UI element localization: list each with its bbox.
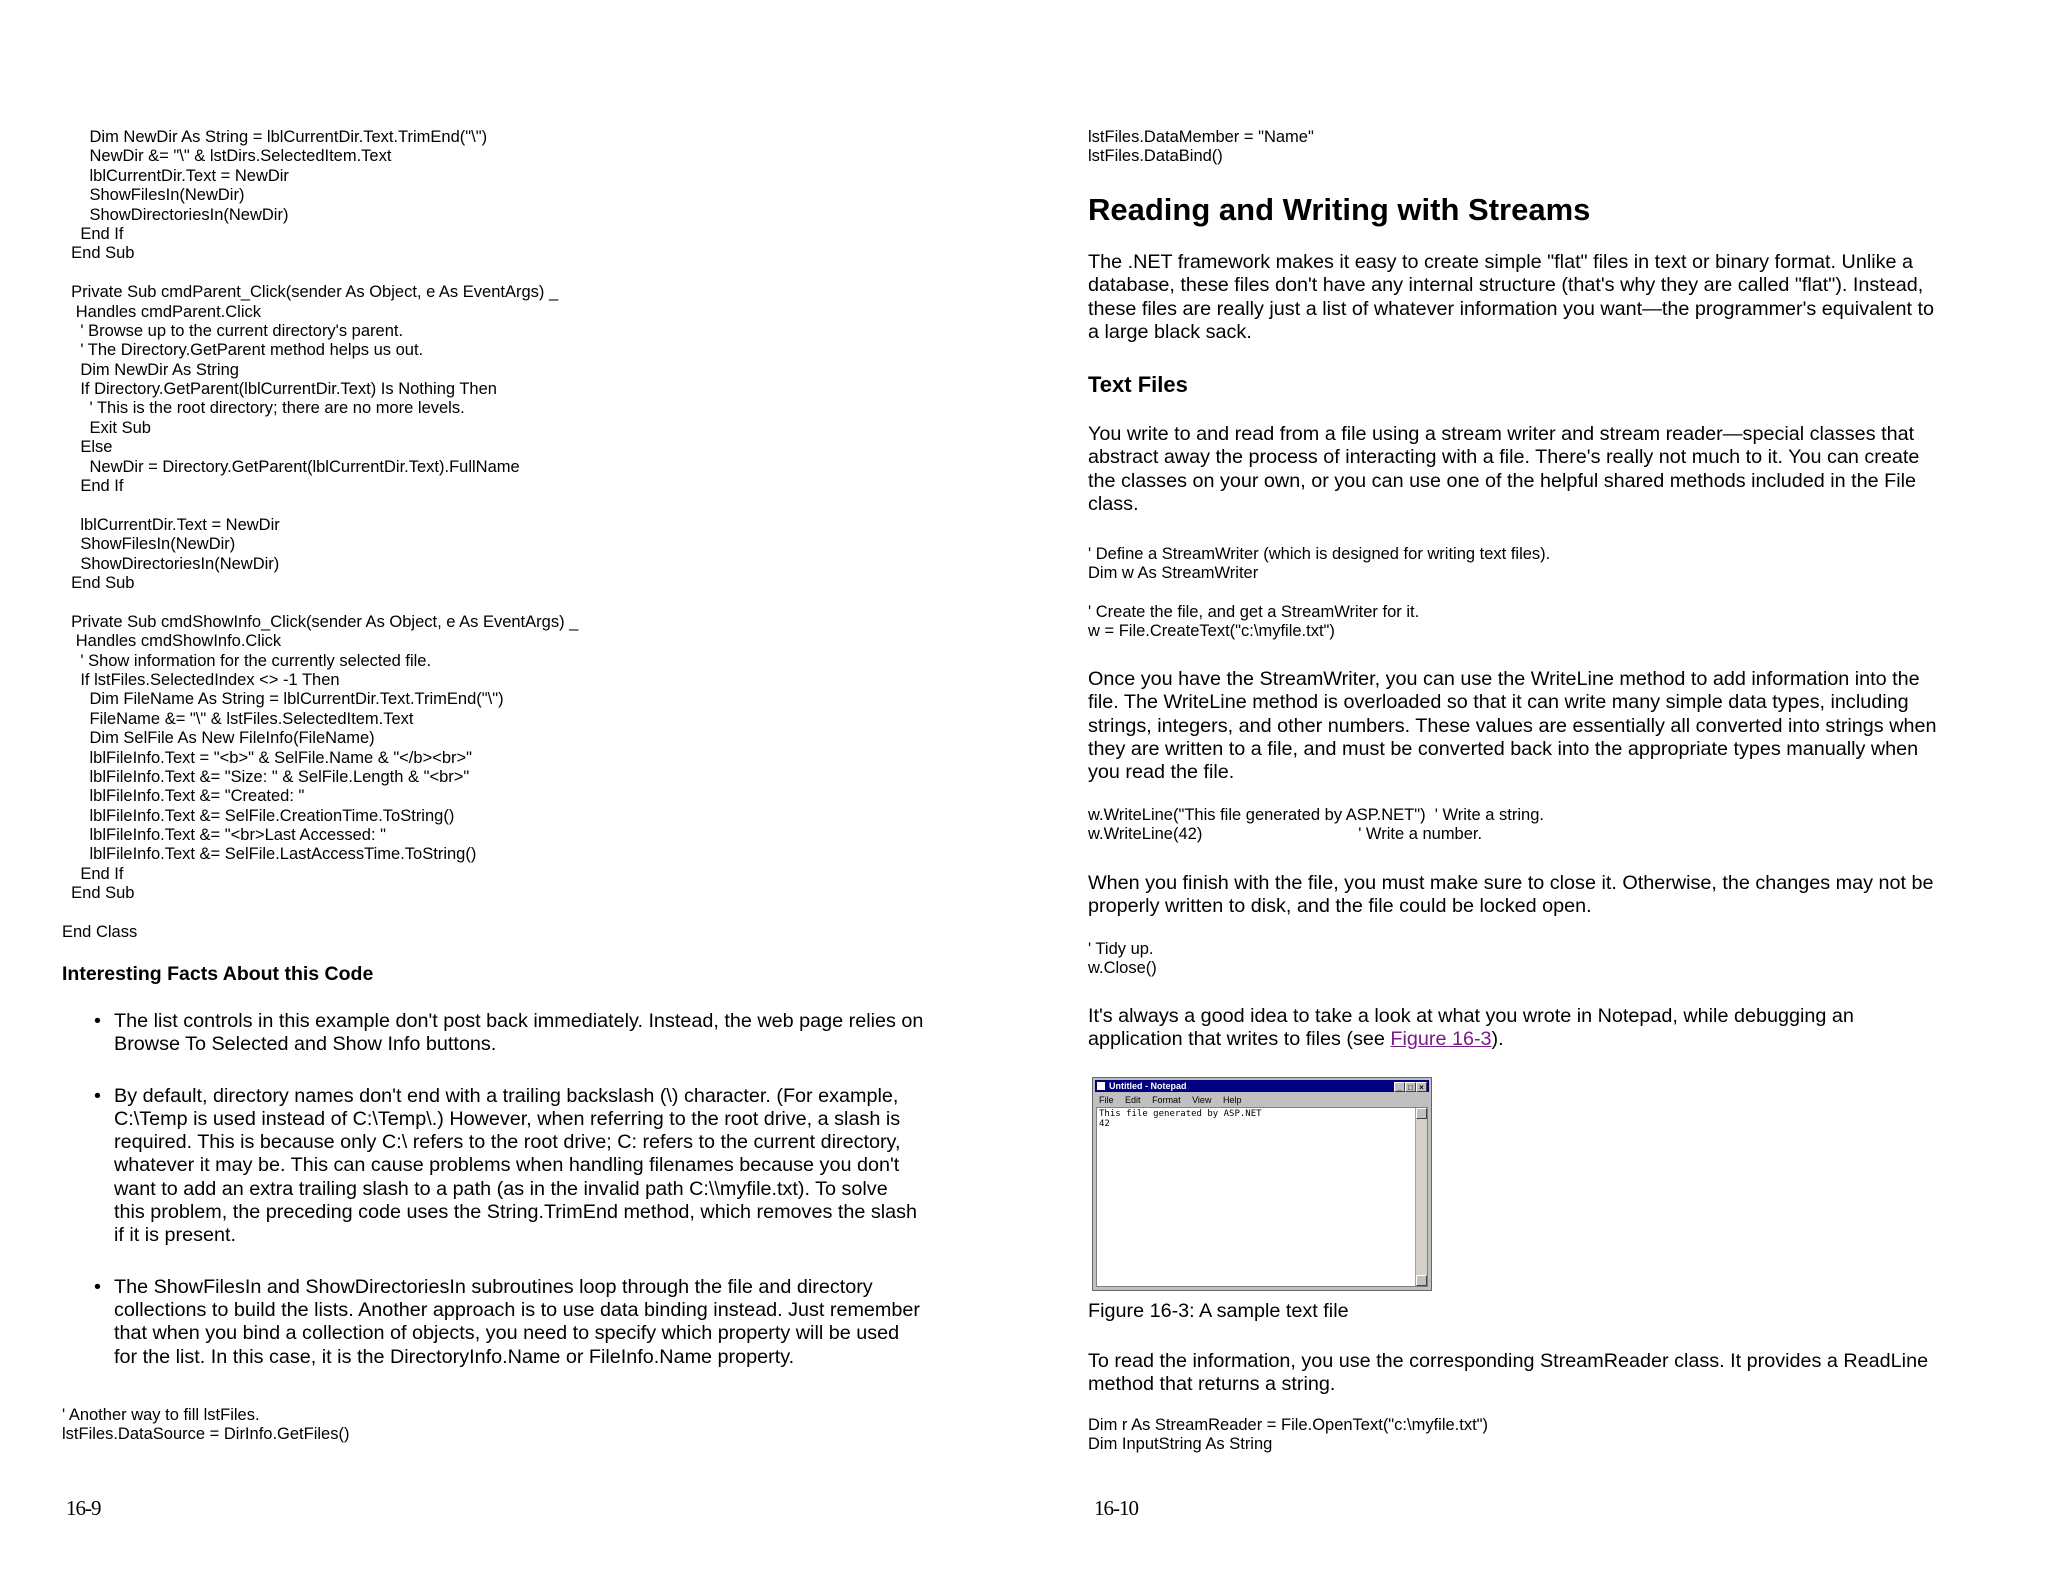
- code-block: [1088, 940, 1157, 979]
- paragraph-line: method that returns a string.: [1088, 1373, 1336, 1396]
- code-line: End If: [62, 477, 124, 496]
- bullet-line: if it is present.: [114, 1224, 237, 1247]
- code-line: Dim FileName As String = lblCurrentDir.Text.TrimEnd("\"): [62, 690, 504, 709]
- bullet-dot: •: [94, 1010, 101, 1032]
- paragraph-line: The .NET framework makes it easy to create simple "flat" files in text or binary format. Unlike a: [1088, 251, 1913, 273]
- bullet-dot: •: [94, 1084, 101, 1107]
- paragraph-text: ).: [1491, 1028, 1504, 1051]
- code-block: [1088, 806, 1544, 845]
- close-icon: ×: [1416, 1082, 1427, 1092]
- bullet-list: [90, 1010, 990, 1397]
- code-line: ' This is the root directory; there are no more levels.: [62, 399, 465, 418]
- code-line: Handles cmdShowInfo.Click: [62, 632, 282, 651]
- paragraph-line: file. The WriteLine method is overloaded so that it can write many simple data types, including: [1088, 691, 1909, 714]
- scroll-up-icon: [1416, 1108, 1427, 1119]
- code-line: Dim InputString As String: [1088, 1435, 1273, 1454]
- code-line: End Sub: [62, 244, 135, 263]
- bullet-line: Browse To Selected and Show Info buttons.: [114, 1033, 497, 1056]
- code-line: Dim NewDir As String: [62, 360, 239, 379]
- code-line: Dim SelFile As New FileInfo(FileName): [62, 729, 375, 748]
- notepad-icon: [1097, 1082, 1105, 1090]
- paragraph: [1088, 872, 1934, 919]
- paragraph-line: these files are really just a list of whatever information you want—the programmer's equivalent to: [1088, 297, 1934, 320]
- code-line: w.WriteLine("This file generated by ASP.NET") ' Write a string.: [1088, 806, 1544, 824]
- paragraph-line: To read the information, you use the corresponding StreamReader class. It provides a ReadLine: [1088, 1350, 1929, 1372]
- code-line: ShowFilesIn(NewDir): [62, 186, 245, 205]
- intro-paragraph: [1088, 251, 1934, 344]
- paragraph: [1088, 668, 1936, 784]
- code-line: [62, 264, 578, 283]
- code-block-top: [1088, 128, 1314, 167]
- code-line: lblFileInfo.Text &= "Created: ": [62, 787, 305, 806]
- paragraph-line: class.: [1088, 492, 1139, 515]
- code-line: lblCurrentDir.Text = NewDir: [62, 166, 289, 185]
- code-line: lblFileInfo.Text &= "<br>Last Accessed: ": [62, 826, 386, 845]
- notepad-titlebar: [1095, 1080, 1429, 1092]
- code-line: lstFiles.DataMember = "Name": [1088, 128, 1314, 146]
- bullet-line: required. This is because only C:\ refers to the root drive; C: refers to the current directory,: [114, 1131, 901, 1154]
- paragraph-line: strings, integers, and other numbers. These values are essentially all converted into strings when: [1088, 714, 1937, 737]
- page-title: Reading and Writing with Streams: [1088, 192, 1591, 227]
- code-line: lblFileInfo.Text &= SelFile.CreationTime.ToString(): [62, 806, 455, 825]
- paragraph-line: a large black sack.: [1088, 320, 1252, 343]
- bullet-line: By default, directory names don't end with a trailing backslash (\) character. (For example,: [114, 1084, 899, 1107]
- code-line: ' Tidy up.: [1088, 940, 1154, 958]
- bullet-line: The list controls in this example don't post back immediately. Instead, the web page relies on: [114, 1010, 924, 1032]
- code-block: [1088, 603, 1419, 642]
- code-block-bottom: [62, 1406, 349, 1445]
- vertical-scrollbar: [1415, 1108, 1427, 1286]
- code-line: ShowDirectoriesIn(NewDir): [62, 554, 280, 573]
- page-number: 16-9: [66, 1496, 101, 1520]
- code-line: lblCurrentDir.Text = NewDir: [62, 515, 280, 534]
- code-line: lblFileInfo.Text = "<b>" & SelFile.Name & "</b><br>": [62, 748, 473, 767]
- code-line: ' The Directory.GetParent method helps us out.: [62, 341, 424, 360]
- paragraph-line: You write to and read from a file using a stream writer and stream reader—special classes that: [1088, 423, 1915, 445]
- paragraph-line: When you finish with the file, you must make sure to close it. Otherwise, the changes may not be: [1088, 872, 1934, 894]
- bullet-line: C:\Temp is used instead of C:\Temp\.) However, when referring to the root drive, a slash is: [114, 1107, 901, 1130]
- bullet-dot: •: [94, 1275, 101, 1298]
- code-block-top: [62, 128, 578, 942]
- code-line: End Sub: [62, 884, 135, 903]
- code-line: ShowDirectoriesIn(NewDir): [62, 205, 289, 224]
- code-line: w = File.CreateText("c:\myfile.txt"): [1088, 622, 1335, 641]
- code-line: lstFiles.DataBind(): [1088, 147, 1223, 166]
- notepad-title: Untitled - Notepad: [1109, 1081, 1187, 1091]
- code-line: End Class: [62, 923, 138, 942]
- code-line: ' Another way to fill lstFiles.: [62, 1406, 260, 1424]
- code-line: Private Sub cmdShowInfo_Click(sender As Object, e As EventArgs) _: [62, 612, 579, 631]
- code-line: If Directory.GetParent(lblCurrentDir.Text) Is Nothing Then: [62, 380, 497, 399]
- code-line: ' Show information for the currently selected file.: [62, 651, 432, 670]
- code-line: NewDir = Directory.GetParent(lblCurrentDir.Text).FullName: [62, 457, 520, 476]
- code-line: [62, 593, 578, 612]
- bullet-line: The ShowFilesIn and ShowDirectoriesIn subroutines loop through the file and directory: [114, 1275, 873, 1298]
- code-line: [62, 904, 578, 923]
- paragraph-text: application that writes to files (see: [1088, 1028, 1391, 1051]
- menu-format: Format: [1152, 1095, 1181, 1105]
- code-line: FileName &= "\" & lstFiles.SelectedItem.Text: [62, 709, 414, 728]
- code-line: ' Define a StreamWriter (which is designed for writing text files).: [1088, 545, 1551, 563]
- code-line: Dim r As StreamReader = File.OpenText("c:\myfile.txt"): [1088, 1416, 1489, 1434]
- paragraph-line: [1088, 1028, 1854, 1051]
- figure-link[interactable]: Figure 16-3: [1390, 1028, 1492, 1051]
- bullet-line: want to add an extra trailing slash to a path (as in the invalid path C:\\myfile.txt). To solve: [114, 1177, 888, 1200]
- bullet-line: whatever it may be. This can cause problems when handling filenames because you don't: [114, 1154, 900, 1177]
- notepad-content: This file generated by ASP.NET 42: [1099, 1109, 1262, 1129]
- paragraph-line: you read the file.: [1088, 761, 1235, 784]
- notepad-menubar: [1099, 1094, 1250, 1106]
- code-line: w.WriteLine(42) ' Write a number.: [1088, 825, 1483, 844]
- scroll-down-icon: [1416, 1275, 1427, 1286]
- maximize-icon: □: [1405, 1082, 1416, 1092]
- bullet-line: that when you bind a collection of objects, you need to specify which property will be used: [114, 1322, 900, 1345]
- list-item: [90, 1010, 990, 1057]
- menu-view: View: [1192, 1095, 1212, 1105]
- bullet-line: for the list. In this case, it is the DirectoryInfo.Name or FileInfo.Name property.: [114, 1345, 795, 1368]
- code-line: Dim w As StreamWriter: [1088, 564, 1259, 583]
- notepad-editor: [1096, 1107, 1428, 1287]
- menu-help: Help: [1222, 1095, 1242, 1105]
- paragraph: [1088, 423, 1919, 516]
- paragraph-line: they are written to a file, and must be converted back into the appropriate types manually when: [1088, 737, 1919, 760]
- code-line: Handles cmdParent.Click: [62, 302, 261, 321]
- code-line: lblFileInfo.Text &= SelFile.LastAccessTime.ToString(): [62, 845, 477, 864]
- code-line: Dim NewDir As String = lblCurrentDir.Text.TrimEnd("\"): [62, 128, 488, 146]
- code-line: End Sub: [62, 573, 135, 592]
- bullet-line: this problem, the preceding code uses the String.TrimEnd method, which removes the slash: [114, 1201, 918, 1224]
- menu-edit: Edit: [1125, 1095, 1141, 1105]
- code-line: NewDir &= "\" & lstDirs.SelectedItem.Text: [62, 147, 392, 166]
- list-item: [90, 1276, 990, 1369]
- minimize-icon: _: [1394, 1082, 1405, 1092]
- page-number: 16-10: [1094, 1496, 1138, 1520]
- section-heading: Interesting Facts About this Code: [62, 963, 374, 985]
- paragraph-line: abstract away the process of interacting with a file. There's really not much to it. You can create: [1088, 446, 1920, 469]
- section-heading: Text Files: [1088, 372, 1188, 397]
- paragraph-line: It's always a good idea to take a look at what you wrote in Notepad, while debugging an: [1088, 1005, 1854, 1027]
- notepad-window-figure: [1092, 1077, 1432, 1291]
- code-line: Exit Sub: [62, 418, 151, 437]
- code-line: Private Sub cmdParent_Click(sender As Object, e As EventArgs) _: [62, 283, 559, 302]
- paragraph-line: properly written to disk, and the file could be locked open.: [1088, 895, 1592, 918]
- menu-file: File: [1099, 1095, 1114, 1105]
- code-line: ' Browse up to the current directory's parent.: [62, 321, 404, 340]
- code-line: Else: [62, 438, 113, 457]
- code-line: [62, 496, 578, 515]
- code-line: If lstFiles.SelectedIndex <> -1 Then: [62, 670, 340, 689]
- paragraph-line: Once you have the StreamWriter, you can use the WriteLine method to add information into the: [1088, 668, 1920, 690]
- figure-caption: Figure 16-3: A sample text file: [1088, 1300, 1349, 1322]
- code-line: ShowFilesIn(NewDir): [62, 535, 236, 554]
- code-line: lstFiles.DataSource = DirInfo.GetFiles(): [62, 1425, 350, 1444]
- code-line: End If: [62, 224, 124, 243]
- code-line: w.Close(): [1088, 959, 1157, 978]
- paragraph-line: database, these files don't have any internal structure (that's why they are called "flat"). Instead,: [1088, 274, 1924, 297]
- paragraph: [1088, 1005, 1854, 1052]
- code-block: [1088, 545, 1550, 584]
- paragraph-line: the classes on your own, or you can use one of the helpful shared methods included in the File: [1088, 469, 1917, 492]
- right-page: [1024, 0, 2048, 1582]
- code-line: lblFileInfo.Text &= "Size: " & SelFile.Length & "<br>": [62, 767, 470, 786]
- list-item: [90, 1085, 990, 1248]
- window-controls: [1394, 1081, 1427, 1093]
- code-line: ' Create the file, and get a StreamWriter for it.: [1088, 603, 1420, 621]
- code-line: End If: [62, 864, 124, 883]
- bullet-line: collections to build the lists. Another approach is to use data binding instead. Just remember: [114, 1298, 920, 1321]
